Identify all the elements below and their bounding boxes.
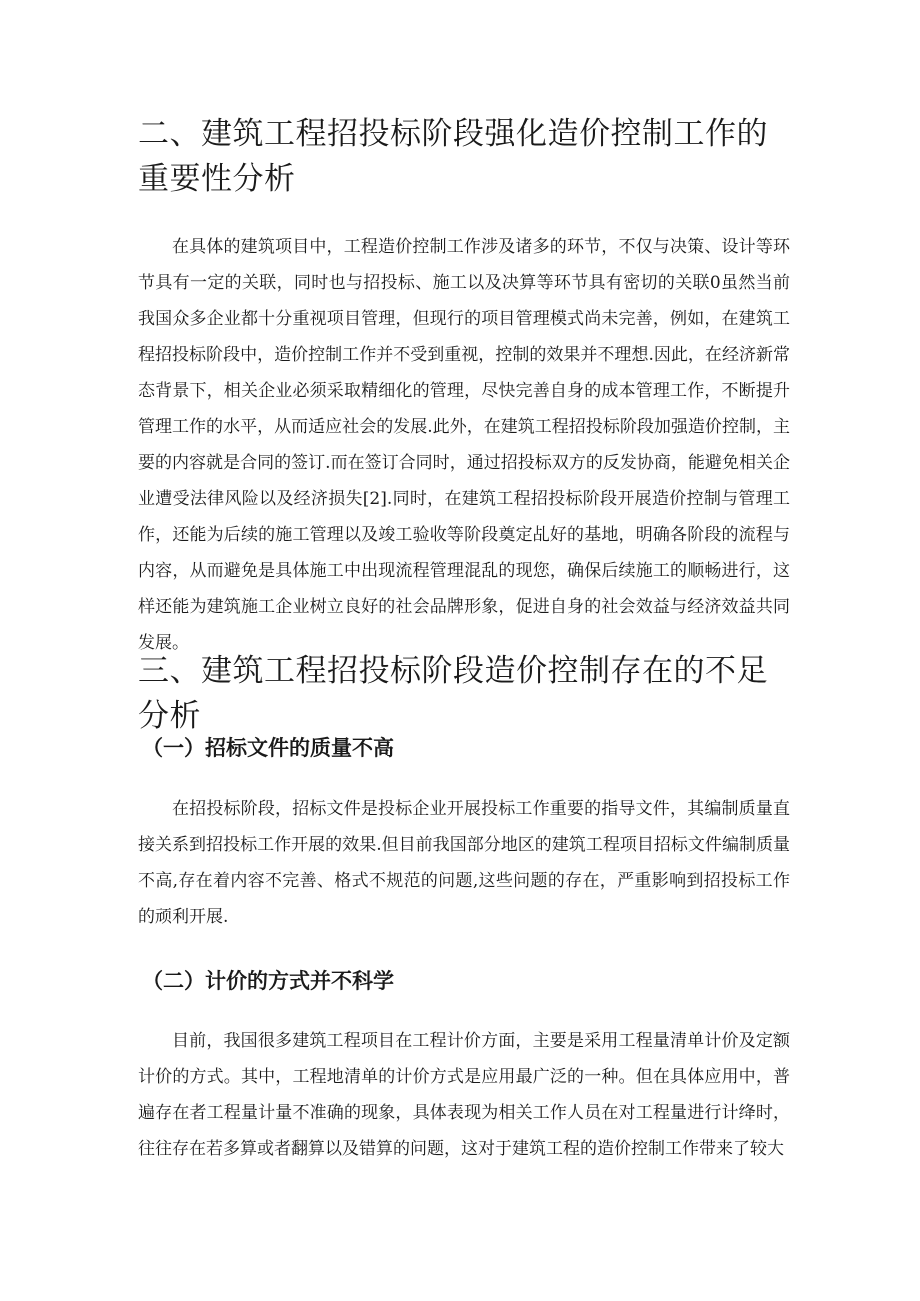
subsection-2-heading: （二）计价的方式并不科学 [142, 969, 394, 993]
section-3-heading: 三、建筑工程招投标阶段造价控制存在的不足分析 [138, 653, 768, 734]
subsection-1-heading: （一）招标文件的质量不高 [142, 736, 394, 760]
section-2-heading: 二、建筑工程招投标阶段强化造价控制工作的重要性分析 [138, 116, 768, 197]
subsection-1-paragraph: 在招投标阶段，招标文件是投标企业开展投标工作重要的指导文件，其编制质量直接关系到招投标工作开展的效果.但目前我国部分地区的建筑工程项目招标文件编制质量不高,存在着内容不完善、格式不规范的问题,这些问题的存在，严重影响到招投标工作的顽利开展. [138, 799, 790, 927]
section-2-paragraph: 在具体的建筑项目中，工程造价控制工作涉及诸多的环节，不仅与决策、设计等环节具有一定的关联，同时也与招投标、施工以及决算等环节具有密切的关联0虽然当前我国众多企业都十分重视项目管理，但现行的项目管理模式尚未完善，例如，在建筑工程招投标阶段中，造价控制工作并不受到重视，控制的效果并不理想.因此，在经济新常态背景下，相关企业必须采取精细化的管理，尽快完善自身的成本管理工作，不断提升管理工作的水平，从而适应社会的发展.此外，在建筑工程招投标阶段加强造价控制，主要的内容就是合同的签订.而在签订合同时，通过招投标双方的反发协商，能避免相关企业遭受法律风险以及经济损失[2].同时，在建筑工程招投标阶段开展造价控制与管理工作，还能为后续的施工管理以及竣工验收等阶段奠定乩好的基地，明确各阶段的流程与内容，从而避免是具体施工中出现流程管理混乱的现您，确保后续施工的顺畅进行，这样还能为建筑施工企业树立良好的社会品牌形象，促进自身的社会效益与经济效益共同发展。 [138, 237, 790, 653]
subsection-2-paragraph: 目前，我国很多建筑工程项目在工程计价方面，主要是采用工程量清单计价及定额计价的方式。其中，工程地清单的计价方式是应用最广泛的一种。但在具体应用中，普遍存在者工程量计量不准确的现象，具体表现为相关工作人员在对工程量进行计绛时，往往存在若多算或者翻算以及错算的问题，这对于建筑工程的造价控制工作带来了较大 [138, 1031, 790, 1159]
